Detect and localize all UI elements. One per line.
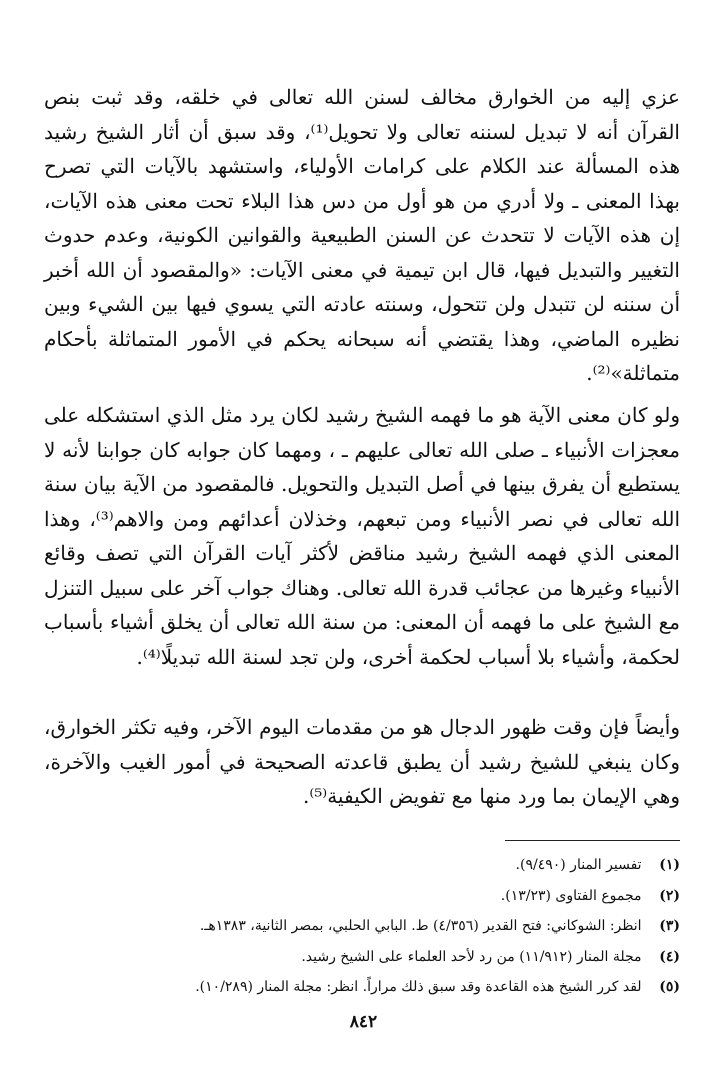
paragraph-text: ولو كان معنى الآية هو ما فهمه الشيخ رشيد لكان يرد مثل الذي استشكله على معجزات الأنبياء ـ صلى الله تعالى عليهم ـ ، ومهما كان جوابه كان جوابنا لأنه لا يستطيع أن يفرق بينها في أصل التبديل والتحويل. فالمقصود من الآية بيان سنة الله تعالى في نصر الأنبياء ومن تبعهم، وخذلان أعدائهم ومن والاهم⁽³⁾، وهذا المعنى الذي فهمه الشيخ رشيد مناقض لأكثر آيات القرآن التي تصف وقائع الأنبياء وغيرها من عجائب قدرة الله تعالى. وهناك جواب آخر على سبيل التنزل مع الشيخ على ما فهمه أن المعنى: من سنة الله تعالى أن يخلق أشياء بأسباب لحكمة، وأشياء بلا أسباب لحكمة أخرى، ولن تجد لسنة الله تبديلًا⁽⁴⁾. xyxy=(44,403,681,669)
footnote-number: (٥) xyxy=(659,979,680,995)
footnote-2 xyxy=(44,881,680,912)
footnote-1 xyxy=(44,850,680,881)
body-paragraph-3 xyxy=(44,710,680,814)
footnote-number: (١) xyxy=(659,857,680,873)
footnote-5 xyxy=(44,972,680,1003)
paragraph-text: وأيضاً فإن وقت ظهور الدجال هو من مقدمات اليوم الآخر، وفيه تكثر الخوارق، وكان ينبغي للشيخ رشيد أن يطبق قاعدته الصحيحة في أمور الغيب والآخرة، وهي الإيمان بما ورد منها مع تفويض الكيفية⁽⁵⁾. xyxy=(44,715,680,808)
footnote-divider xyxy=(505,840,680,841)
footnote-number: (٤) xyxy=(659,948,680,965)
footnote-number: (٣) xyxy=(659,918,680,934)
body-paragraph-1 xyxy=(44,80,680,391)
footnote-text: لقد كرر الشيخ هذه القاعدة وقد سبق ذلك مراراً. انظر: مجلة المنار (١٠/٢٨٩). xyxy=(195,979,642,995)
body-paragraph-2 xyxy=(44,398,680,674)
footnote-3 xyxy=(44,911,680,942)
footnote-number: (٢) xyxy=(659,887,680,904)
footnote-text: تفسير المنار (٩/٤٩٠). xyxy=(515,857,642,873)
footnote-text: انظر: الشوكاني: فتح القدير (٤/٣٥٦) ط. البابي الحلبي، بمصر الثانية، ١٣٨٣هـ. xyxy=(199,918,642,934)
footnote-text: مجموع الفتاوى (١٣/٢٣). xyxy=(500,887,642,904)
footnotes-section xyxy=(44,850,680,1003)
footnote-4 xyxy=(44,942,680,973)
footnote-text: مجلة المنار (١١/٩١٢) من رد لأحد العلماء على الشيخ رشيد. xyxy=(301,948,642,965)
paragraph-text: عزي إليه من الخوارق مخالف لسنن الله تعالى في خلقه، وقد ثبت بنص القرآن أنه لا تبديل لسننه تعالى ولا تحويل⁽¹⁾، وقد سبق أن أثار الشيخ رشيد هذه المسألة عند الكلام على كرامات الأولياء، واستشهد بالآيات التي تصرح بهذا المعنى ـ ولا أدري من هو أول من دس هذا البلاء تحت معنى هذه الآيات، إن هذه الآيات لا تتحدث عن السنن الطبيعية والقوانين الكونية، وعدم حدوث التغيير والتبديل فيها، قال ابن تيمية في معنى الآيات: «والمقصود أن الله أخبر أن سننه لن تتبدل ولن تتحول، وسنته عادته التي يسوي فيها بين الشيء وبين نظيره الماضي، وهذا يقتضي أنه سبحانه يحكم في الأمور المتماثلة بأحكام متماثلة»⁽²⁾. xyxy=(44,85,680,385)
page-number: ٨٤٢ xyxy=(349,1012,378,1032)
